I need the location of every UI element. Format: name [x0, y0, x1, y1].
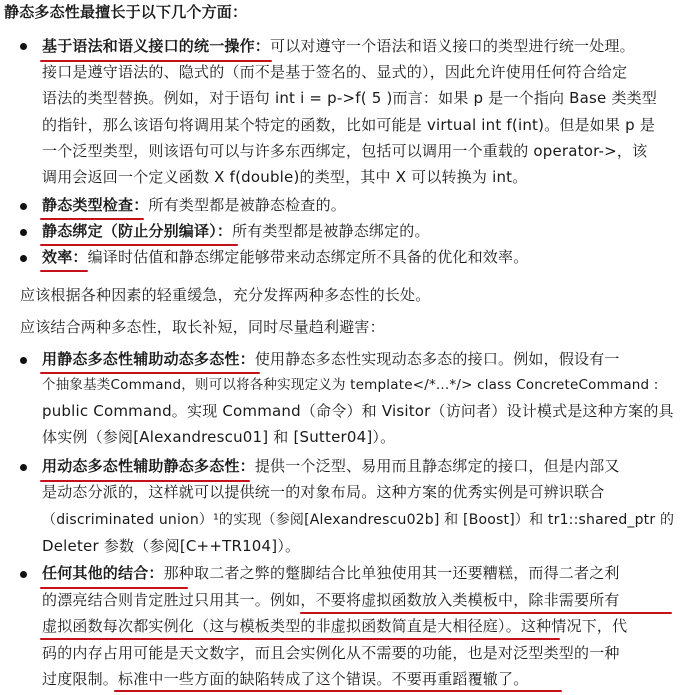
body-line: 的指针，那么该语句将调用某个特定的函数，比如可能是 virtual int f(int)。但是如果 p 是 [42, 116, 656, 134]
bullet-lead: 用动态多态性辅助静态多态性： [42, 457, 255, 475]
body-line: 接口是遵守语法的、隐式的（而不是基于签名的、显式的），因此允许使用任何符合给定 [42, 63, 628, 81]
bullet-text: 提供一个泛型、易用而且静态绑定的接口，但是内部又 [254, 457, 620, 475]
bullet-text: 所有类型都是被静态绑定的。 [232, 222, 430, 240]
body-line: （discriminated union）¹的实现（参阅[Alexandrescu02b] 和 [Boost]）和 tr1::shared_ptr 的 [42, 512, 675, 528]
bullet-text: 使用静态多态性实现动态多态的接口。例如，假设有一 [254, 350, 620, 368]
bullet-dot [20, 357, 27, 364]
body-line: 调用会返回一个定义函数 X f(double)的类型，其中 X 可以转换为 int。 [42, 168, 528, 186]
paragraph: 应该根据各种因素的轻重缓急，充分发挥两种多态性的长处。 [20, 286, 431, 304]
bullet-dot [20, 203, 27, 210]
bullet-efficiency [42, 247, 528, 267]
body-line: Deleter 参数（参阅[C++TR104]）。 [42, 537, 301, 555]
red-underline [40, 638, 560, 640]
bullet-dot [20, 255, 27, 262]
body-line: 的漂亮结合则肯定胜过只用其一。例如，不要将虚拟函数放入类模板中，除非需要所有 [42, 591, 620, 609]
red-underline [300, 612, 672, 614]
body-line: 码的内存占用可能是天文数字，而且会实例化从不需要的功能，也是对泛型类型的一种 [42, 644, 620, 662]
bullet-lead: 基于语法和语义接口的统一操作： [42, 37, 271, 55]
bullet-text: 可以对遵守一个语法和语义接口的类型进行统一处理。 [270, 37, 635, 55]
bullet-lead: 静态类型检查： [42, 196, 149, 214]
red-underline [40, 587, 188, 589]
body-line: public Command。实现 Command（命令）和 Visitor（访问者）设计模式是这种方案的具 [42, 402, 674, 420]
section-heading: 静态多态性最擅长于以下几个方面： [4, 3, 248, 21]
body-line: 个抽象基类Command，则可以将各种实现定义为 template</*...*/> class ConcreteCommand : [42, 377, 659, 393]
bullet-dot [20, 43, 27, 50]
bullet-uniform-ops [42, 36, 635, 56]
bullet-text: 那种取二者之弊的蹩脚结合比单独使用其一还要糟糕，而得二者之利 [163, 564, 620, 582]
bullet-lead: 任何其他的结合： [42, 564, 164, 582]
red-underline [40, 244, 238, 246]
bullet-static-binding [42, 221, 430, 241]
bullet-text: 编译时估值和静态绑定能够带来动态绑定所不具备的优化和效率。 [87, 248, 529, 266]
red-underline [40, 372, 260, 374]
body-line: 一个泛型类型，则该语句可以与许多东西绑定，包括可以调用一个重载的 operator->，该 [42, 142, 648, 160]
red-underline [114, 690, 562, 692]
paragraph: 应该结合两种多态性，取长补短，同时尽量趋利避害： [20, 318, 385, 336]
bullet-dot [20, 464, 27, 471]
bullet-lead: 静态绑定（防止分别编译）： [42, 222, 233, 240]
body-line: 过度限制。标准中一些方面的缺陷转成了这个错误。不要再重蹈覆辙了。 [42, 670, 529, 688]
red-underline [40, 218, 144, 220]
body-line: 虚拟函数每次都实例化（这与模板类型的非虚拟函数简直是大相径庭）。这种情况下，代 [42, 617, 628, 635]
bullet-lead: 效率： [42, 248, 88, 266]
bullet-static-type-check [42, 195, 346, 215]
bullet-other-combinations [42, 563, 620, 583]
body-line: 体实例（参阅[Alexandrescu01] 和 [Sutter04]）。 [42, 428, 396, 446]
bullet-text: 所有类型都是被静态检查的。 [148, 196, 347, 214]
body-line: 语法的类型替换。例如，对于语句 int i = p->f( 5 )而言：如果 p 是一个指向 Base 类类型 [42, 89, 658, 107]
red-underline [40, 270, 88, 272]
bullet-dynamic-aid-static [42, 456, 620, 476]
bullet-lead: 用静态多态性辅助动态多态性： [42, 350, 255, 368]
bullet-static-aid-dynamic [42, 349, 620, 369]
bullet-dot [20, 229, 27, 236]
bullet-dot [20, 571, 27, 578]
body-line: 是动态分派的，这样就可以提供统一的对象布局。这种方案的优秀实例是可辨识联合 [42, 483, 605, 501]
